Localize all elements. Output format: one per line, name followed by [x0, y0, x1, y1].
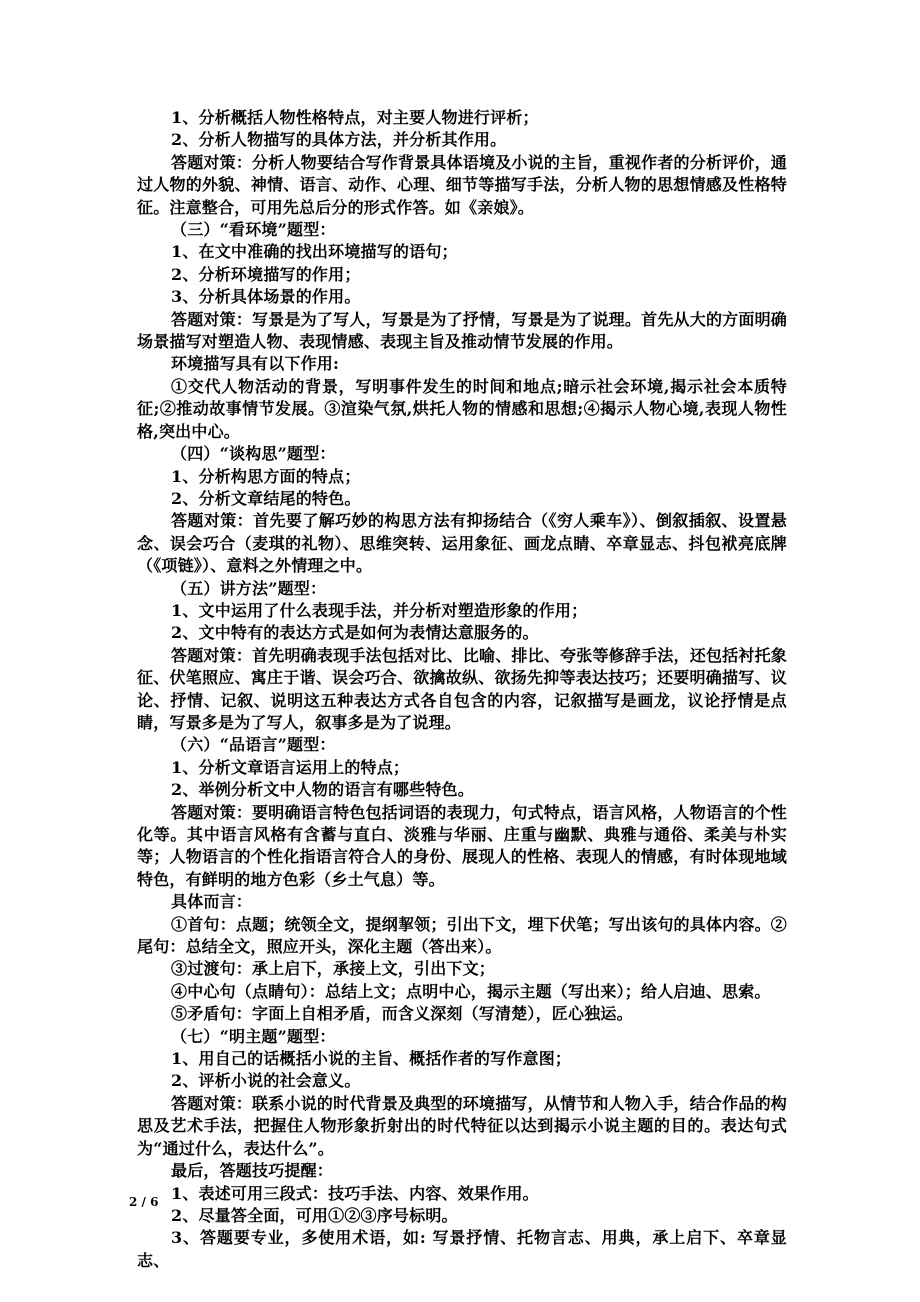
paragraph: ④中心句（点睛句）：总结上文；点明中心，揭示主题（写出来）；给人启迪、思索。 — [171, 981, 771, 1001]
paragraph: ⑤矛盾句：字面上自相矛盾，而含义深刻（写清楚），匠心独运。 — [171, 1004, 633, 1024]
paragraph: 答题对策：首先明确表现手法包括对比、比喻、排比、夸张等修辞手法，还包括衬托象征、伏笔照应、寓庄于谐、误会巧合、欲擒故纵、欲扬先抑等表达技巧；还要明确描写、议论、抒情、记叙、说明这五种表达方式各自包含的内容，记叙描写是画龙，议论抒情是点睛，写景多是为了写人，叙事多是为了说理。 — [137, 645, 787, 732]
paragraph: （五）讲方法”题型： — [171, 578, 327, 598]
paragraph: 2、举例分析文中人物的语言有哪些特色。 — [171, 780, 474, 800]
paragraph: ①首句：点题；统领全文，提纲挈领；引出下文，埋下伏笔；写出该句的具体内容。②尾句：总结全文，照应开头，深化主题（答出来）。 — [137, 914, 787, 957]
paragraph: （六）“品语言”题型： — [171, 735, 336, 755]
paragraph: 2、分析文章结尾的特色。 — [171, 488, 361, 508]
paragraph: 答题对策：分析人物要结合写作背景具体语境及小说的主旨，重视作者的分析评价，通过人物的外貌、神情、语言、动作、心理、细节等描写手法，分析人物的思想情感及性格特征。注意整合，可用先总后分的形式作答。如《亲娘》。 — [137, 152, 787, 217]
paragraph: 1、分析构思方面的特点； — [171, 466, 361, 486]
paragraph: 答题对策：联系小说的时代背景及典型的环境描写，从情节和人物入手，结合作品的构思及艺术手法，把握住人物形象折射出的时代特征以达到揭示小说主题的目的。表达句式为“通过什么，表达什么”。 — [137, 1093, 787, 1158]
paragraph: 答题对策：首先要了解巧妙的构思方法有抑扬结合（《穷人乘车》）、倒叙插叙、设置悬念、误会巧合（麦琪的礼物）、思维突转、运用象征、画龙点睛、卒章显志、抖包袱亮底牌（《项链》）、意料之外情理之中。 — [137, 511, 787, 576]
paragraph: 1、表述可用三段式：技巧手法、内容、效果作用。 — [171, 1183, 539, 1203]
paragraph: 1、文中运用了什么表现手法，并分析对塑造形象的作用； — [171, 600, 588, 620]
paragraph: 1、用自己的话概括小说的主旨、概括作者的写作意图； — [171, 1049, 572, 1069]
paragraph: 2、分析环境描写的作用； — [171, 264, 361, 284]
paragraph: 3、分析具体场景的作用。 — [171, 287, 361, 307]
paragraph: 2、尽量答全面，可用①②③序号标明。 — [171, 1205, 458, 1225]
paragraph: 答题对策：要明确语言特色包括词语的表现力，句式特点，语言风格，人物语言的个性化等。其中语言风格有含蓄与直白、淡雅与华丽、庄重与幽默、典雅与通俗、柔美与朴实等；人物语言的个性化指语言符合人的身份、展现人的性格、表现人的情感，有时体现地域特色，有鲜明的地方色彩（乡土气息）等。 — [137, 802, 787, 889]
document-body — [137, 107, 787, 1272]
paragraph: （三）“看环境”题型： — [171, 220, 336, 240]
paragraph: 2、文中特有的表达方式是如何为表情达意服务的。 — [171, 623, 539, 643]
paragraph: （四）“谈构思”题型： — [171, 444, 336, 464]
paragraph: 1、分析文章语言运用上的特点； — [171, 757, 410, 777]
paragraph: 2、分析人物描写的具体方法，并分析其作用。 — [171, 130, 507, 150]
paragraph: 3、答题要专业，多使用术语，如: 写景抒情、托物言志、用典，承上启下、卒章显志、 — [137, 1228, 787, 1270]
paragraph: 1、在文中准确的找出环境描写的语句； — [171, 242, 458, 262]
paragraph: ③过渡句：承上启下，承接上文，引出下文； — [171, 959, 496, 979]
paragraph: 1、分析概括人物性格特点，对主要人物进行评析； — [171, 108, 539, 127]
paragraph: 2、评析小说的社会意义。 — [171, 1071, 361, 1091]
page-number: 2 / 6 — [129, 1195, 159, 1209]
paragraph: 具体而言： — [171, 892, 253, 912]
paragraph: 最后，答题技巧提醒： — [171, 1161, 334, 1181]
paragraph: ①交代人物活动的背景，写明事件发生的时间和地点;暗示社会环境,揭示社会本质特征;②推动故事情节发展。③渲染气氛,烘托人物的情感和思想;④揭示人物心境,表现人物性格,突出中心。 — [137, 376, 787, 441]
paragraph: （七）“明主题”题型： — [171, 1026, 336, 1046]
paragraph: 环境描写具有以下作用: — [171, 354, 340, 374]
paragraph: 答题对策：写景是为了写人，写景是为了抒情，写景是为了说理。首先从大的方面明确场景描写对塑造人物、表现情感、表现主旨及推动情节发展的作用。 — [137, 309, 787, 352]
